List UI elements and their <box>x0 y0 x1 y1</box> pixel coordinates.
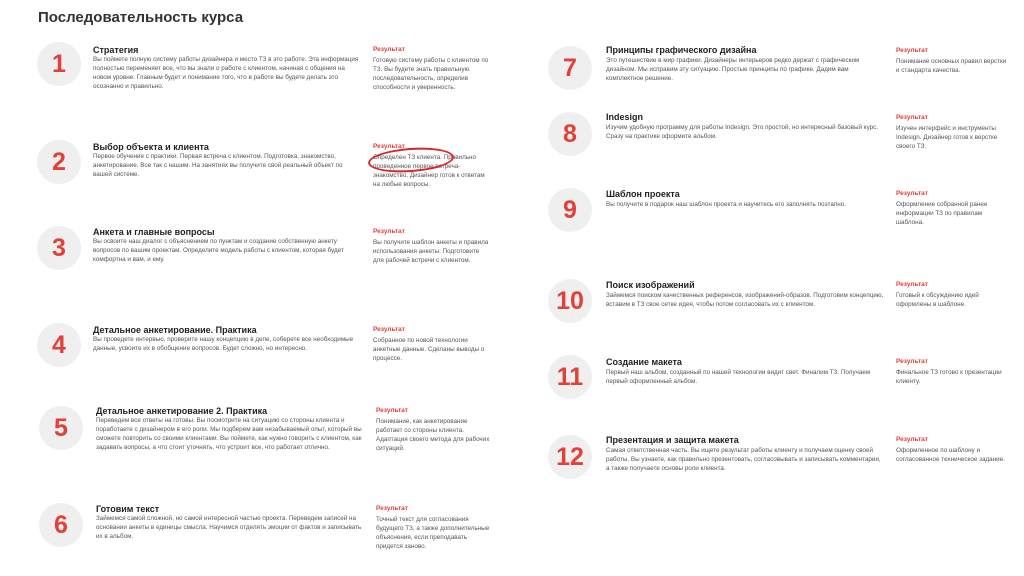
step-description: Первый наш альбом, созданный по нашей технологии видит свет. Финалим ТЗ. Получаем первый оформленный альбом. <box>606 369 871 385</box>
result-text: Готовый к обсуждению идей оформлены в шаблоне. <box>896 292 979 308</box>
step-description: Вы получите в подарок наш шаблон проекта и научитесь его заполнять поэтапно. <box>606 201 847 208</box>
page-title: Последовательность курса <box>38 9 244 26</box>
step-description: Самая ответственная часть. Вы ищете результат работы клиенту и получаем оценку своей работы. Вы узнаете, как правильно презентовать, согласовывать и записывать комментарии, а также получаете основы роли клиента. <box>606 447 881 472</box>
step-title: Принципы графического дизайна <box>606 45 757 55</box>
result-text: Понимание основных правил верстки и стандарта качества. <box>896 58 1007 74</box>
result-label: Результат <box>373 326 405 333</box>
result-text: Готовую систему работы с клиентом по ТЗ. Вы будете знать правильную последовательность, определив способности и уверенность. <box>373 57 489 91</box>
result-text: Финальное ТЗ готово к презентации клиенту. <box>896 369 1002 385</box>
step-number-badge: 6 <box>39 503 83 547</box>
result-text: Собранное по новой технологии анкетные данные. Сделаны выводы о процессе. <box>373 337 485 362</box>
result-text: Вы получите шаблон анкеты и правила использования анкеты. Подготовите для рабочей встречи с клиентом. <box>373 239 489 264</box>
step-description: Это путешествие в мир графики. Дизайнеры интерьеров редко держат с графическим дизайном. Мы исправим эту ситуацию. Простые принципы по графике. Дадим вам комплектное решение. <box>606 57 860 82</box>
result-label: Результат <box>376 505 408 512</box>
step-number-badge: 12 <box>548 435 592 479</box>
result-label: Результат <box>896 190 928 197</box>
step-description: Переведем все ответы на готовы. Вы посмотрите на ситуацию со стороны клиента и поработаете с дизайнером в его роли. Мы подберем вам незабываемый опыт, который вы сможете повторить со своими клиентами. Вы поймете, как нужно говорить с клиентом, как задавать вопросы, а что стоит уточнять, что устроит все, что работает отлично. <box>96 417 362 451</box>
result-text: Оформление собранной ранее информации ТЗ по правилам шаблона. <box>896 201 988 226</box>
step-title: Indesign <box>606 112 644 122</box>
step-number-badge: 3 <box>37 226 81 270</box>
step-title: Создание макета <box>606 357 682 367</box>
step-description: Первое обучение с практики. Первая встреча с клиентом. Подготовка, знакомство, анкетирование. Все так с нашим. На занятиях вы получите свой реальный объект по вашей системе. <box>93 153 343 178</box>
step-number-badge: 5 <box>39 406 83 450</box>
step-title: Поиск изображений <box>606 280 695 290</box>
step-number-badge: 10 <box>548 279 592 323</box>
step-title: Выбор объекта и клиента <box>93 142 209 152</box>
step-title: Стратегия <box>93 45 139 55</box>
step-description: Займемся самой сложной, но самой интересной частью проекта. Переведем записей на основании анкеты в единицы смысла. Научимся отделять эмоции от фактов и записывать их в альбом. <box>96 515 362 540</box>
step-number-badge: 9 <box>548 188 592 232</box>
result-label: Результат <box>373 46 405 53</box>
result-text: Понимание, как анкетирование работает со стороны клиента. Адаптация своего метода для рабочих ситуаций. <box>376 418 490 452</box>
step-number-badge: 4 <box>37 323 81 367</box>
result-text: Оформленное по шаблону и согласованное техническое задание. <box>896 447 1005 463</box>
step-title: Детальное анкетирование. Практика <box>93 325 257 335</box>
step-number-badge: 2 <box>37 140 81 184</box>
result-label: Результат <box>896 281 928 288</box>
step-description: Вы освоите наш диалог с объяснением по пунктам и создание собственную анкету вопросов по вашим проектам. Определите модель работы с клиентом, которая будет комфортна и вам, и ему. <box>93 238 344 263</box>
step-title: Готовим текст <box>96 504 160 514</box>
step-number-badge: 8 <box>548 112 592 156</box>
result-text: Определен ТЗ клиента. Правильно проведенное первое встреча-знакомство. Дизайнер готов к ответам на любые вопросы. <box>373 154 485 188</box>
result-label: Результат <box>373 143 405 150</box>
result-label: Результат <box>896 47 928 54</box>
step-title: Шаблон проекта <box>606 189 680 199</box>
result-label: Результат <box>896 358 928 365</box>
step-number-badge: 11 <box>548 355 592 399</box>
step-title: Анкета и главные вопросы <box>93 227 215 237</box>
result-text: Точный текст для согласования будущего ТЗ, а также дополнительные объяснения, если преподавать придется заново. <box>376 516 490 550</box>
step-number-badge: 7 <box>548 46 592 90</box>
step-number-badge: 1 <box>37 42 81 86</box>
step-title: Презентация и защита макета <box>606 435 739 445</box>
step-title: Детальное анкетирование 2. Практика <box>96 406 268 416</box>
step-description: Займемся поиском качественных референсов, изображений-образов. Подготовим концепцию, вставим в ТЗ свое сетке идея, чтобы потом согласовать их с клиентом. <box>606 292 884 308</box>
result-text: Изучен интерфейс и инструменты Indesign. Дизайнер готов к верстке своего ТЗ. <box>896 125 998 150</box>
step-description: Вы проведете интервью, проверите нашу концепцию в деле, соберете все необходимые данные, усвоите их в обобщение вопросов. Будет сложно, но интересно. <box>93 336 354 352</box>
result-label: Результат <box>376 407 408 414</box>
result-label: Результат <box>896 436 928 443</box>
step-description: Изучим удобную программу для работы Indesign. Это простой, но интересный базовый курс. Сразу на практике оформите альбом. <box>606 124 879 140</box>
result-label: Результат <box>896 114 928 121</box>
step-description: Вы поймете полную систему работы дизайнера и место ТЗ в это работе. Эта информация полностью переменяет все, что вы знали о работе с клиентом, начиная с общения на новом уровне. Главным будет и понимание того, что в работе вы будете делать это осознанно и правильно. <box>93 56 359 90</box>
result-label: Результат <box>373 228 405 235</box>
